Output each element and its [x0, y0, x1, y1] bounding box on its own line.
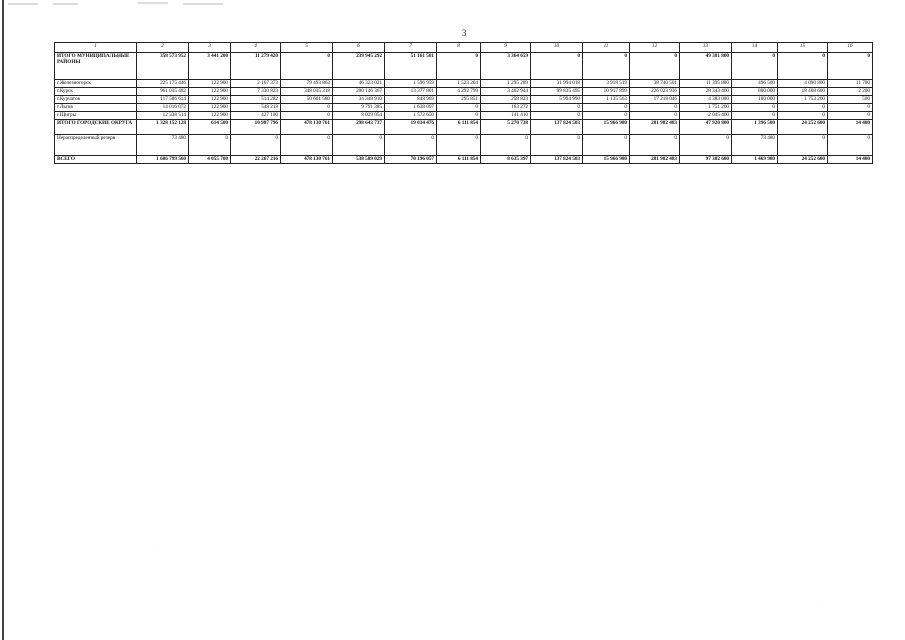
value-cell: 2 045 400 [680, 112, 732, 120]
value-cell: 51 161 581 [385, 53, 437, 80]
value-cell: 0 [281, 112, 333, 120]
value-cell: 122 900 [189, 88, 231, 96]
row-label-cell: Нераспределенный резерв [55, 135, 137, 156]
value-cell: 0 [778, 135, 828, 156]
value-cell: 122 900 [189, 112, 231, 120]
scan-dust: · [820, 600, 822, 605]
value-cell: 7 330 823 [231, 88, 281, 96]
value-cell: 24 252 600 [778, 156, 828, 164]
value-cell: 0 [583, 112, 630, 120]
column-header: 10 [531, 43, 583, 53]
value-cell: 478 130 761 [281, 120, 333, 135]
value-cell: 11 279 420 [231, 53, 281, 80]
table-row [55, 104, 873, 112]
value-cell: 478 130 761 [281, 156, 333, 164]
value-cell: 163 272 [481, 104, 531, 112]
value-cell: 5 270 738 [481, 120, 531, 135]
value-cell: 122 900 [189, 80, 231, 88]
column-header: 2 [137, 43, 189, 53]
value-cell: 0 [630, 104, 680, 112]
value-cell: 122 900 [189, 96, 231, 104]
value-cell: 0 [828, 104, 873, 112]
value-cell: 848 969 [385, 96, 437, 104]
value-cell: 0 [778, 112, 828, 120]
value-cell: 14 400 [828, 156, 873, 164]
value-cell: 18 408 600 [778, 88, 828, 96]
budget-table [54, 42, 873, 164]
value-cell: 73 480 [137, 135, 189, 156]
value-cell: 0 [531, 135, 583, 156]
value-cell: 73 480 [732, 135, 778, 156]
value-cell: 28 343 400 [680, 88, 732, 96]
value-cell: 1 396 500 [732, 120, 778, 135]
value-cell: 298 643 737 [333, 120, 385, 135]
value-cell: 1 328 152 128 [137, 120, 189, 135]
value-cell: 0 [385, 135, 437, 156]
column-header: 13 [680, 43, 732, 53]
value-cell: 0 [189, 135, 231, 156]
value-cell: 24 252 600 [778, 120, 828, 135]
value-cell: 6 111 854 [437, 156, 481, 164]
value-cell: 14 400 [828, 120, 873, 135]
value-cell: 1 753 200 [778, 96, 828, 104]
value-cell: 0 [531, 53, 583, 80]
table-row [55, 80, 873, 88]
value-cell: 99 835 495 [531, 88, 583, 96]
value-cell: 1 469 980 [732, 156, 778, 164]
value-cell: 0 [828, 53, 873, 80]
value-cell: 496 500 [732, 80, 778, 88]
value-cell: 239 945 292 [333, 53, 385, 80]
table-row [55, 112, 873, 120]
column-header: 1 [55, 43, 137, 53]
page-number: 3 [462, 28, 467, 38]
value-cell: 500 [828, 96, 873, 104]
value-cell: 8 635 397 [481, 156, 531, 164]
value-cell: 38 740 501 [630, 80, 680, 88]
value-cell: 0 [281, 135, 333, 156]
value-cell: 358 573 952 [137, 53, 189, 80]
value-cell: 0 [437, 53, 481, 80]
value-cell: 137 824 503 [531, 156, 583, 164]
value-cell: 11 395 800 [680, 80, 732, 88]
row-label-cell: ВСЕГО [55, 156, 137, 164]
row-label-cell: ИТОГО МУНИЦИПАЛЬНЫЕ РАЙОНЫ [55, 53, 137, 80]
value-cell: 0 [583, 53, 630, 80]
value-cell: 1 523 204 [437, 80, 481, 88]
value-cell: 13 377 801 [385, 88, 437, 96]
value-cell: 0 [481, 135, 531, 156]
value-cell: 17 218 046 [630, 96, 680, 104]
column-header: 3 [189, 43, 231, 53]
value-cell: 0 [732, 112, 778, 120]
value-cell: 0 [778, 104, 828, 112]
value-cell: 137 824 503 [531, 120, 583, 135]
row-label-cell: ИТОГО ГОРОДСКИЕ ОКРУГА [55, 120, 137, 135]
scan-edge-line [2, 0, 4, 640]
value-cell: 49 381 800 [680, 53, 732, 80]
value-cell: 200 146 367 [333, 88, 385, 96]
value-cell: 0 [231, 135, 281, 156]
value-cell: 0 [583, 104, 630, 112]
table-row [55, 135, 873, 156]
value-cell: 0 [680, 135, 732, 156]
value-cell: 0 [333, 135, 385, 156]
value-cell: 97 302 600 [680, 156, 732, 164]
table-row [55, 96, 873, 104]
value-cell: 4 090 800 [778, 80, 828, 88]
value-cell: 47 920 800 [680, 120, 732, 135]
value-cell: 427 100 [231, 112, 281, 120]
value-cell: 0 [531, 104, 583, 112]
value-cell: 1 572 650 [385, 112, 437, 120]
value-cell: 281 982 483 [630, 120, 680, 135]
value-cell: 141 410 [481, 112, 531, 120]
value-cell: 0 [583, 135, 630, 156]
column-header: 16 [828, 43, 873, 53]
value-cell: 79 493 863 [281, 80, 333, 88]
value-cell: 3 402 944 [481, 88, 531, 96]
value-cell: 538 589 029 [333, 156, 385, 164]
value-cell: 0 [437, 135, 481, 156]
table-row [55, 88, 873, 96]
value-cell: 9 791 385 [333, 104, 385, 112]
table-body [55, 53, 873, 164]
value-cell: 614 500 [189, 120, 231, 135]
value-cell: 15 966 980 [583, 156, 630, 164]
value-cell: 14 016 072 [137, 104, 189, 112]
value-cell: 1 596 959 [385, 80, 437, 88]
column-header: 11 [583, 43, 630, 53]
table-header-row [55, 43, 873, 53]
column-header: 8 [437, 43, 481, 53]
value-cell: 0 [630, 53, 680, 80]
value-cell: 31 994 018 [531, 80, 583, 88]
value-cell: 348 035 318 [281, 88, 333, 96]
row-label-cell: г.Железногорск [55, 80, 137, 88]
value-cell: 1 686 799 560 [137, 156, 189, 164]
value-cell: 1 638 097 [385, 104, 437, 112]
value-cell: 2 200 [828, 88, 873, 96]
column-header: 9 [481, 43, 531, 53]
value-cell: 5 994 990 [531, 96, 583, 104]
row-label-cell: г.Курчатов [55, 96, 137, 104]
value-cell: 4 383 000 [680, 96, 732, 104]
value-cell: 226 023 936 [630, 88, 680, 96]
value-cell: 0 [531, 112, 583, 120]
value-cell: 11 700 [828, 80, 873, 88]
value-cell: 3 364 659 [481, 53, 531, 80]
value-cell: 281 982 483 [630, 156, 680, 164]
value-cell: 1 295 289 [481, 80, 531, 88]
value-cell: 117 586 614 [137, 96, 189, 104]
value-cell: 0 [778, 53, 828, 80]
value-cell: 3 441 200 [189, 53, 231, 80]
column-header: 15 [778, 43, 828, 53]
value-cell: 961 035 482 [137, 88, 189, 96]
value-cell: 0 [732, 53, 778, 80]
value-cell: 122 900 [189, 104, 231, 112]
column-header: 6 [333, 43, 385, 53]
value-cell: 295 851 [437, 96, 481, 104]
value-cell: 4 055 700 [189, 156, 231, 164]
column-header: 5 [281, 43, 333, 53]
value-cell: 0 [630, 112, 680, 120]
value-cell: 3 918 519 [583, 80, 630, 88]
row-label-cell: г.Щигры [55, 112, 137, 120]
value-cell: 0 [732, 104, 778, 112]
value-cell: 10 987 796 [231, 120, 281, 135]
value-cell: 514 282 [231, 96, 281, 104]
table-row [55, 156, 873, 164]
value-cell: 225 175 446 [137, 80, 189, 88]
value-cell: 0 [437, 112, 481, 120]
value-cell: 0 [281, 104, 333, 112]
scan-dust: · [152, 548, 154, 553]
value-cell: 22 267 216 [231, 156, 281, 164]
value-cell: 50 601 580 [281, 96, 333, 104]
value-cell: 1 751 200 [680, 104, 732, 112]
value-cell: 800 000 [732, 88, 778, 96]
value-cell: 258 823 [481, 96, 531, 104]
row-label-cell: г.Льгов [55, 104, 137, 112]
scan-artifact-marks [8, 2, 228, 6]
value-cell: 12 338 514 [137, 112, 189, 120]
value-cell: 34 348 910 [333, 96, 385, 104]
value-cell: 100 000 [732, 96, 778, 104]
table-row [55, 53, 873, 80]
value-cell: 6 111 854 [437, 120, 481, 135]
value-cell: 70 196 057 [385, 156, 437, 164]
value-cell: 10 917 899 [583, 88, 630, 96]
column-header: 14 [732, 43, 778, 53]
value-cell: 0 [630, 135, 680, 156]
value-cell: 0 [281, 53, 333, 80]
value-cell: 0 [828, 112, 873, 120]
value-cell: 4 292 799 [437, 88, 481, 96]
value-cell: 46 323 021 [333, 80, 385, 88]
value-cell: 1 135 563 [583, 96, 630, 104]
column-header: 4 [231, 43, 281, 53]
value-cell: 2 167 373 [231, 80, 281, 88]
column-header: 7 [385, 43, 437, 53]
table-row [55, 120, 873, 135]
value-cell: 0 [828, 135, 873, 156]
value-cell: 548 218 [231, 104, 281, 112]
value-cell: 19 034 476 [385, 120, 437, 135]
column-header: 12 [630, 43, 680, 53]
value-cell: 8 029 054 [333, 112, 385, 120]
row-label-cell: г.Курск [55, 88, 137, 96]
value-cell: 15 966 980 [583, 120, 630, 135]
value-cell: 0 [437, 104, 481, 112]
